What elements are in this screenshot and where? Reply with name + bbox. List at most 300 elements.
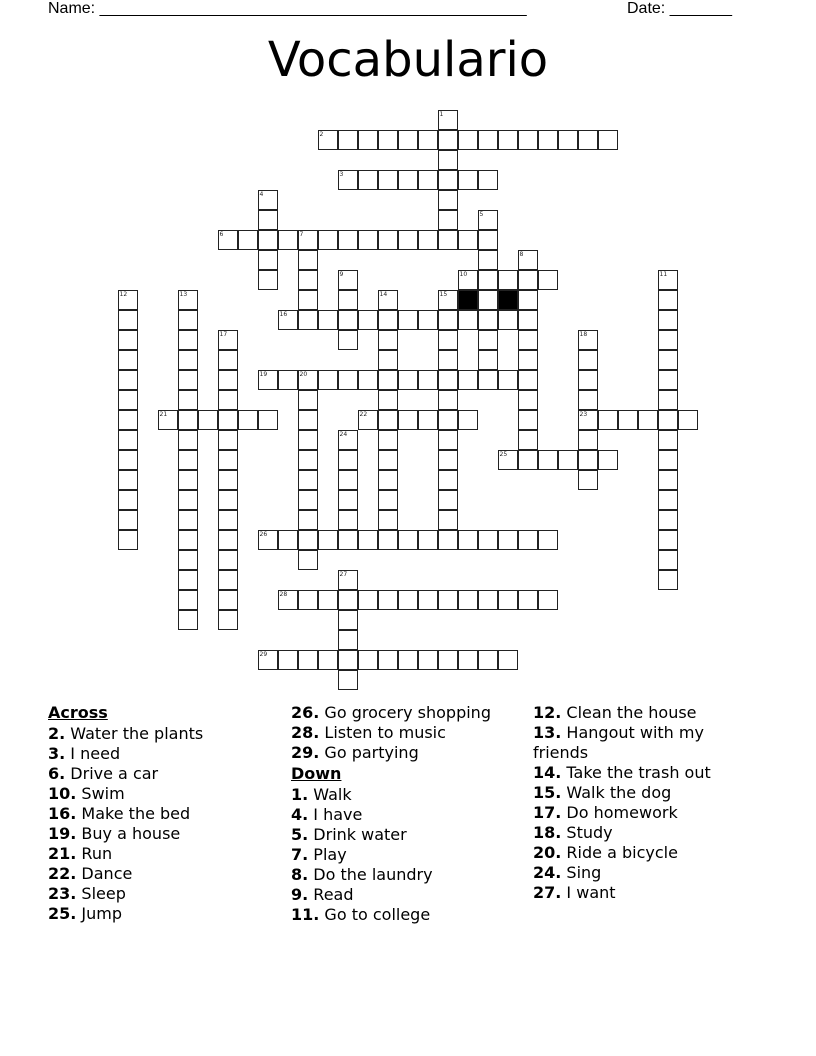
grid-cell[interactable] <box>298 430 318 450</box>
grid-cell[interactable] <box>178 510 198 530</box>
grid-cell[interactable] <box>178 610 198 630</box>
grid-cell[interactable] <box>338 230 358 250</box>
clue-item <box>291 865 531 885</box>
grid-cell[interactable] <box>178 310 198 330</box>
grid-cell[interactable] <box>538 530 558 550</box>
clue-number: 26. <box>291 703 320 722</box>
black-cell <box>458 290 478 310</box>
grid-cell[interactable] <box>258 230 278 250</box>
grid-cell[interactable] <box>418 130 438 150</box>
grid-cell[interactable] <box>518 270 538 290</box>
grid-cell[interactable] <box>218 610 238 630</box>
grid-cell[interactable] <box>438 470 458 490</box>
grid-cell[interactable] <box>418 310 438 330</box>
grid-cell[interactable] <box>498 530 518 550</box>
grid-cell[interactable] <box>438 210 458 230</box>
grid-cell[interactable] <box>378 290 398 310</box>
grid-cell[interactable] <box>258 530 278 550</box>
clue-text: Clean the house <box>561 703 697 722</box>
grid-cell[interactable] <box>218 590 238 610</box>
grid-cell[interactable] <box>438 350 458 370</box>
grid-cell[interactable] <box>518 350 538 370</box>
grid-cell[interactable] <box>298 390 318 410</box>
grid-cell[interactable] <box>598 450 618 470</box>
grid-cell[interactable] <box>338 450 358 470</box>
grid-cell[interactable] <box>498 590 518 610</box>
grid-cell[interactable] <box>418 410 438 430</box>
grid-cell[interactable] <box>318 230 338 250</box>
grid-cell[interactable] <box>578 330 598 350</box>
clue-text: Go to college <box>319 905 431 924</box>
grid-cell[interactable] <box>358 310 378 330</box>
grid-cell[interactable] <box>378 470 398 490</box>
grid-cell[interactable] <box>438 370 458 390</box>
grid-cell[interactable] <box>278 230 298 250</box>
grid-cell[interactable] <box>478 330 498 350</box>
clue-text: Study <box>561 823 613 842</box>
grid-cell[interactable] <box>658 290 678 310</box>
grid-cell[interactable] <box>338 570 358 590</box>
grid-cell[interactable] <box>218 330 238 350</box>
grid-cell[interactable] <box>338 630 358 650</box>
grid-cell[interactable] <box>658 410 678 430</box>
grid-cell[interactable] <box>338 650 358 670</box>
grid-cell[interactable] <box>498 270 518 290</box>
grid-cell[interactable] <box>498 310 518 330</box>
grid-cell[interactable] <box>178 590 198 610</box>
grid-cell[interactable] <box>518 430 538 450</box>
clue-text: Drink water <box>308 825 407 844</box>
grid-cell[interactable] <box>438 650 458 670</box>
grid-cell[interactable] <box>498 650 518 670</box>
grid-cell[interactable] <box>178 410 198 430</box>
grid-cell[interactable] <box>298 450 318 470</box>
grid-cell[interactable] <box>538 590 558 610</box>
clue-number: 23. <box>48 884 77 903</box>
grid-cell[interactable] <box>398 170 418 190</box>
grid-cell[interactable] <box>298 510 318 530</box>
grid-cell[interactable] <box>638 410 658 430</box>
grid-cell[interactable] <box>478 230 498 250</box>
grid-cell[interactable] <box>458 170 478 190</box>
grid-cell[interactable] <box>178 330 198 350</box>
grid-cell[interactable] <box>438 130 458 150</box>
grid-cell[interactable] <box>178 470 198 490</box>
grid-cell[interactable] <box>438 330 458 350</box>
grid-cell[interactable] <box>438 430 458 450</box>
grid-cell[interactable] <box>298 230 318 250</box>
down-clue-list <box>291 785 531 925</box>
grid-cell[interactable] <box>218 370 238 390</box>
grid-cell[interactable] <box>458 310 478 330</box>
grid-cell[interactable] <box>298 490 318 510</box>
grid-cell[interactable] <box>278 650 298 670</box>
clue-item <box>533 803 738 823</box>
grid-cell[interactable] <box>658 550 678 570</box>
grid-cell[interactable] <box>338 670 358 690</box>
grid-cell[interactable] <box>378 490 398 510</box>
grid-cell[interactable] <box>578 390 598 410</box>
grid-cell[interactable] <box>498 130 518 150</box>
grid-cell[interactable] <box>418 650 438 670</box>
grid-cell[interactable] <box>658 570 678 590</box>
grid-cell[interactable] <box>118 450 138 470</box>
grid-cell[interactable] <box>378 510 398 530</box>
grid-cell[interactable] <box>118 530 138 550</box>
grid-cell[interactable] <box>578 370 598 390</box>
grid-cell[interactable] <box>518 130 538 150</box>
grid-cell[interactable] <box>518 590 538 610</box>
clue-text: I want <box>561 883 616 902</box>
grid-cell[interactable] <box>338 310 358 330</box>
grid-cell[interactable] <box>298 550 318 570</box>
grid-cell[interactable] <box>218 470 238 490</box>
grid-cell[interactable] <box>598 130 618 150</box>
grid-cell[interactable] <box>338 170 358 190</box>
grid-cell[interactable] <box>398 230 418 250</box>
grid-cell[interactable] <box>178 450 198 470</box>
grid-cell[interactable] <box>218 410 238 430</box>
grid-cell[interactable] <box>438 230 458 250</box>
grid-cell[interactable] <box>658 370 678 390</box>
grid-cell[interactable] <box>178 430 198 450</box>
grid-cell[interactable] <box>438 190 458 210</box>
grid-cell[interactable] <box>418 230 438 250</box>
cell-number: 11 <box>659 270 668 278</box>
grid-cell[interactable] <box>118 430 138 450</box>
grid-cell[interactable] <box>518 410 538 430</box>
grid-cell[interactable] <box>378 350 398 370</box>
grid-cell[interactable] <box>258 410 278 430</box>
grid-cell[interactable] <box>158 410 178 430</box>
grid-cell[interactable] <box>258 250 278 270</box>
grid-cell[interactable] <box>658 490 678 510</box>
grid-cell[interactable] <box>338 510 358 530</box>
grid-cell[interactable] <box>518 250 538 270</box>
grid-cell[interactable] <box>358 530 378 550</box>
grid-cell[interactable] <box>478 270 498 290</box>
grid-cell[interactable] <box>278 530 298 550</box>
grid-cell[interactable] <box>438 110 458 130</box>
grid-cell[interactable] <box>658 330 678 350</box>
grid-cell[interactable] <box>378 390 398 410</box>
clue-item <box>48 904 288 924</box>
grid-cell[interactable] <box>438 290 458 310</box>
clue-text: Swim <box>76 784 125 803</box>
grid-cell[interactable] <box>658 350 678 370</box>
clue-item <box>291 703 531 723</box>
grid-cell[interactable] <box>338 610 358 630</box>
grid-cell[interactable] <box>298 650 318 670</box>
grid-cell[interactable] <box>478 310 498 330</box>
grid-cell[interactable] <box>178 530 198 550</box>
grid-cell[interactable] <box>578 470 598 490</box>
cell-number: 7 <box>299 230 304 238</box>
grid-cell[interactable] <box>338 130 358 150</box>
across-clue-list-continued <box>291 703 531 763</box>
grid-cell[interactable] <box>178 490 198 510</box>
grid-cell[interactable] <box>578 450 598 470</box>
grid-cell[interactable] <box>218 570 238 590</box>
grid-cell[interactable] <box>358 650 378 670</box>
grid-cell[interactable] <box>118 390 138 410</box>
grid-cell[interactable] <box>298 370 318 390</box>
grid-cell[interactable] <box>378 330 398 350</box>
grid-cell[interactable] <box>218 230 238 250</box>
cell-number: 20 <box>299 370 308 378</box>
grid-cell[interactable] <box>178 390 198 410</box>
grid-cell[interactable] <box>598 410 618 430</box>
cell-number: 21 <box>159 410 168 418</box>
grid-cell[interactable] <box>378 410 398 430</box>
cell-number: 29 <box>259 650 268 658</box>
grid-cell[interactable] <box>438 450 458 470</box>
grid-cell[interactable] <box>318 650 338 670</box>
grid-cell[interactable] <box>178 370 198 390</box>
grid-cell[interactable] <box>378 170 398 190</box>
grid-cell[interactable] <box>298 290 318 310</box>
grid-cell[interactable] <box>118 350 138 370</box>
grid-cell[interactable] <box>178 570 198 590</box>
clue-item <box>48 864 288 884</box>
grid-cell[interactable] <box>478 650 498 670</box>
clue-number: 29. <box>291 743 320 762</box>
grid-cell[interactable] <box>418 530 438 550</box>
grid-cell[interactable] <box>478 590 498 610</box>
grid-cell[interactable] <box>518 450 538 470</box>
cell-number: 22 <box>359 410 368 418</box>
grid-cell[interactable] <box>518 330 538 350</box>
grid-cell[interactable] <box>458 270 478 290</box>
grid-cell[interactable] <box>658 530 678 550</box>
grid-cell[interactable] <box>418 170 438 190</box>
grid-cell[interactable] <box>478 350 498 370</box>
grid-cell[interactable] <box>338 270 358 290</box>
grid-cell[interactable] <box>218 550 238 570</box>
grid-cell[interactable] <box>558 130 578 150</box>
cell-number: 28 <box>279 590 288 598</box>
grid-cell[interactable] <box>298 250 318 270</box>
grid-cell[interactable] <box>198 410 218 430</box>
grid-cell[interactable] <box>318 590 338 610</box>
grid-cell[interactable] <box>278 590 298 610</box>
grid-cell[interactable] <box>498 450 518 470</box>
grid-cell[interactable] <box>318 310 338 330</box>
grid-cell[interactable] <box>618 410 638 430</box>
grid-cell[interactable] <box>478 290 498 310</box>
grid-cell[interactable] <box>298 270 318 290</box>
grid-cell[interactable] <box>438 490 458 510</box>
grid-cell[interactable] <box>478 130 498 150</box>
grid-cell[interactable] <box>338 590 358 610</box>
clue-number: 3. <box>48 744 66 763</box>
grid-cell[interactable] <box>298 310 318 330</box>
grid-cell[interactable] <box>118 510 138 530</box>
grid-cell[interactable] <box>398 370 418 390</box>
grid-cell[interactable] <box>418 590 438 610</box>
grid-cell[interactable] <box>678 410 698 430</box>
grid-cell[interactable] <box>518 390 538 410</box>
grid-cell[interactable] <box>258 190 278 210</box>
grid-cell[interactable] <box>438 590 458 610</box>
grid-cell[interactable] <box>118 310 138 330</box>
grid-cell[interactable] <box>498 370 518 390</box>
grid-cell[interactable] <box>218 430 238 450</box>
grid-cell[interactable] <box>178 290 198 310</box>
grid-cell[interactable] <box>258 270 278 290</box>
grid-cell[interactable] <box>518 370 538 390</box>
grid-cell[interactable] <box>118 290 138 310</box>
clue-column-3 <box>533 703 738 903</box>
grid-cell[interactable] <box>478 210 498 230</box>
grid-cell[interactable] <box>318 530 338 550</box>
grid-cell[interactable] <box>578 410 598 430</box>
grid-cell[interactable] <box>398 130 418 150</box>
grid-cell[interactable] <box>538 270 558 290</box>
grid-cell[interactable] <box>298 530 318 550</box>
clue-number: 16. <box>48 804 77 823</box>
grid-cell[interactable] <box>658 450 678 470</box>
grid-cell[interactable] <box>238 410 258 430</box>
grid-cell[interactable] <box>278 310 298 330</box>
grid-cell[interactable] <box>118 470 138 490</box>
grid-cell[interactable] <box>458 530 478 550</box>
grid-cell[interactable] <box>378 590 398 610</box>
grid-cell[interactable] <box>398 410 418 430</box>
grid-cell[interactable] <box>458 370 478 390</box>
grid-cell[interactable] <box>338 370 358 390</box>
grid-cell[interactable] <box>658 310 678 330</box>
grid-cell[interactable] <box>378 370 398 390</box>
clue-number: 1. <box>291 785 309 804</box>
grid-cell[interactable] <box>358 230 378 250</box>
cell-number: 16 <box>279 310 288 318</box>
grid-cell[interactable] <box>658 270 678 290</box>
grid-cell[interactable] <box>318 370 338 390</box>
grid-cell[interactable] <box>338 530 358 550</box>
grid-cell[interactable] <box>338 470 358 490</box>
grid-cell[interactable] <box>118 330 138 350</box>
grid-cell[interactable] <box>578 130 598 150</box>
grid-cell[interactable] <box>218 530 238 550</box>
grid-cell[interactable] <box>118 490 138 510</box>
grid-cell[interactable] <box>398 590 418 610</box>
cell-number: 13 <box>179 290 188 298</box>
grid-cell[interactable] <box>298 590 318 610</box>
grid-cell[interactable] <box>298 410 318 430</box>
grid-cell[interactable] <box>118 410 138 430</box>
grid-cell[interactable] <box>378 230 398 250</box>
grid-cell[interactable] <box>118 370 138 390</box>
grid-cell[interactable] <box>358 410 378 430</box>
grid-cell[interactable] <box>398 310 418 330</box>
grid-cell[interactable] <box>378 310 398 330</box>
grid-cell[interactable] <box>458 230 478 250</box>
grid-cell[interactable] <box>438 390 458 410</box>
grid-cell[interactable] <box>258 650 278 670</box>
grid-cell[interactable] <box>258 370 278 390</box>
grid-cell[interactable] <box>178 550 198 570</box>
grid-cell[interactable] <box>478 370 498 390</box>
grid-cell[interactable] <box>558 450 578 470</box>
grid-cell[interactable] <box>378 450 398 470</box>
grid-cell[interactable] <box>458 650 478 670</box>
grid-cell[interactable] <box>338 490 358 510</box>
grid-cell[interactable] <box>378 650 398 670</box>
grid-cell[interactable] <box>458 130 478 150</box>
grid-cell[interactable] <box>478 170 498 190</box>
grid-cell[interactable] <box>318 130 338 150</box>
clue-text: I have <box>308 805 363 824</box>
grid-cell[interactable] <box>518 290 538 310</box>
grid-cell[interactable] <box>458 590 478 610</box>
grid-cell[interactable] <box>518 310 538 330</box>
clue-item <box>533 783 738 803</box>
clue-text: Go grocery shopping <box>319 703 491 722</box>
grid-cell[interactable] <box>298 470 318 490</box>
grid-cell[interactable] <box>478 530 498 550</box>
grid-cell[interactable] <box>658 470 678 490</box>
grid-cell[interactable] <box>438 510 458 530</box>
grid-cell[interactable] <box>478 250 498 270</box>
grid-cell[interactable] <box>658 390 678 410</box>
grid-cell[interactable] <box>218 350 238 370</box>
grid-cell[interactable] <box>378 130 398 150</box>
grid-cell[interactable] <box>398 530 418 550</box>
grid-cell[interactable] <box>338 330 358 350</box>
grid-cell[interactable] <box>278 370 298 390</box>
grid-cell[interactable] <box>358 170 378 190</box>
grid-cell[interactable] <box>178 350 198 370</box>
cell-number: 1 <box>439 110 444 118</box>
grid-cell[interactable] <box>438 410 458 430</box>
grid-cell[interactable] <box>218 490 238 510</box>
clue-text: Run <box>76 844 113 863</box>
grid-cell[interactable] <box>438 310 458 330</box>
grid-cell[interactable] <box>538 450 558 470</box>
grid-cell[interactable] <box>518 530 538 550</box>
grid-cell[interactable] <box>538 130 558 150</box>
grid-cell[interactable] <box>378 530 398 550</box>
grid-cell[interactable] <box>658 430 678 450</box>
grid-cell[interactable] <box>218 390 238 410</box>
grid-cell[interactable] <box>358 130 378 150</box>
clue-number: 13. <box>533 723 562 742</box>
grid-cell[interactable] <box>578 430 598 450</box>
grid-cell[interactable] <box>238 230 258 250</box>
clue-number: 28. <box>291 723 320 742</box>
grid-cell[interactable] <box>218 510 238 530</box>
grid-cell[interactable] <box>358 590 378 610</box>
grid-cell[interactable] <box>258 210 278 230</box>
grid-cell[interactable] <box>458 410 478 430</box>
grid-cell[interactable] <box>358 370 378 390</box>
clue-item <box>48 724 288 744</box>
grid-cell[interactable] <box>438 170 458 190</box>
grid-cell[interactable] <box>398 650 418 670</box>
clue-item <box>533 843 738 863</box>
grid-cell[interactable] <box>338 430 358 450</box>
grid-cell[interactable] <box>218 450 238 470</box>
grid-cell[interactable] <box>418 370 438 390</box>
grid-cell[interactable] <box>438 530 458 550</box>
grid-cell[interactable] <box>378 430 398 450</box>
grid-cell[interactable] <box>578 350 598 370</box>
cell-number: 18 <box>579 330 588 338</box>
grid-cell[interactable] <box>438 150 458 170</box>
grid-cell[interactable] <box>658 510 678 530</box>
grid-cell[interactable] <box>338 290 358 310</box>
